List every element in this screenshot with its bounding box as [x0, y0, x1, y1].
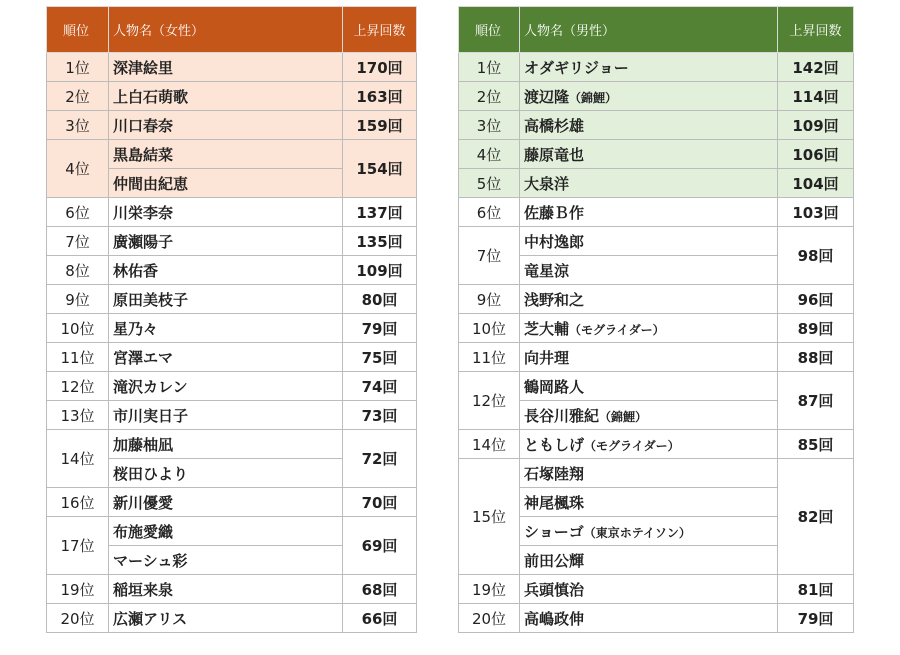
header-rank: 順位 — [459, 7, 520, 53]
count-cell: 72回 — [343, 430, 417, 488]
person-name-cell — [520, 227, 778, 256]
table-row — [47, 314, 417, 343]
header-name: 人物名（女性） — [109, 7, 343, 53]
person-name-cell — [109, 459, 343, 488]
person-name: 黒島結菜 — [113, 145, 174, 164]
table-row — [47, 111, 417, 140]
person-name-cell — [520, 314, 778, 343]
rank-cell: 1位 — [47, 53, 109, 82]
person-name: 布施愛織 — [113, 522, 174, 541]
table-row — [459, 459, 854, 488]
person-name-cell — [109, 401, 343, 430]
count-cell: 69回 — [343, 517, 417, 575]
person-name-cell — [520, 198, 778, 227]
person-name: 原田美枝子 — [113, 290, 189, 309]
table-row — [459, 372, 854, 401]
table-row — [459, 111, 854, 140]
count-cell: 79回 — [343, 314, 417, 343]
person-name: 広瀬アリス — [113, 609, 188, 628]
person-name-cell — [109, 372, 343, 401]
person-name-cell — [520, 140, 778, 169]
table-row — [47, 285, 417, 314]
table-row — [47, 372, 417, 401]
person-name: オダギリジョー — [524, 58, 629, 77]
person-name-cell — [520, 604, 778, 633]
person-name: 新川優愛 — [113, 493, 174, 512]
rank-cell: 15位 — [459, 459, 520, 575]
rank-cell: 20位 — [459, 604, 520, 633]
table-row — [459, 198, 854, 227]
count-cell: 81回 — [778, 575, 854, 604]
women-ranking-table — [46, 6, 417, 633]
person-name: 石塚陸翔 — [524, 464, 585, 483]
table-header-row — [459, 7, 854, 53]
count-cell: 159回 — [343, 111, 417, 140]
person-name: 稲垣来泉 — [113, 580, 174, 599]
rank-cell: 11位 — [459, 343, 520, 372]
rank-cell: 12位 — [47, 372, 109, 401]
person-name-cell — [520, 430, 778, 459]
person-name: 神尾楓珠 — [524, 493, 585, 512]
table-row — [47, 430, 417, 459]
count-cell: 70回 — [343, 488, 417, 517]
table-row — [47, 575, 417, 604]
table-row — [47, 401, 417, 430]
person-name: 兵頭慎治 — [524, 580, 585, 599]
person-name: マーシュ彩 — [113, 551, 188, 570]
person-name-cell — [109, 430, 343, 459]
table-row — [459, 82, 854, 111]
person-name-cell — [520, 285, 778, 314]
person-name-cell — [109, 198, 343, 227]
person-name: 市川実日子 — [113, 406, 189, 425]
table-row — [459, 285, 854, 314]
affiliation-note: （錦鯉） — [569, 90, 618, 105]
person-name: 上白石萌歌 — [113, 87, 189, 106]
person-name: 星乃々 — [113, 319, 159, 338]
person-name: 深津絵里 — [113, 58, 174, 77]
rank-cell: 8位 — [47, 256, 109, 285]
count-cell: 74回 — [343, 372, 417, 401]
person-name-cell — [520, 546, 778, 575]
rank-cell: 1位 — [459, 53, 520, 82]
count-cell: 163回 — [343, 82, 417, 111]
rank-cell: 10位 — [47, 314, 109, 343]
count-cell: 106回 — [778, 140, 854, 169]
person-name: 川栄李奈 — [113, 203, 174, 222]
affiliation-note: （モグライダー） — [584, 438, 680, 453]
person-name-cell — [109, 546, 343, 575]
person-name-cell — [109, 53, 343, 82]
person-name: 大泉洋 — [524, 174, 570, 193]
rank-cell: 14位 — [459, 430, 520, 459]
table-row — [459, 53, 854, 82]
table-row — [47, 488, 417, 517]
count-cell: 154回 — [343, 140, 417, 198]
person-name-cell — [520, 343, 778, 372]
person-name: 加藤柚凪 — [113, 435, 174, 454]
person-name-cell — [109, 604, 343, 633]
rank-cell: 6位 — [47, 198, 109, 227]
person-name: 渡辺隆 — [524, 87, 570, 106]
person-name: 高嶋政伸 — [524, 609, 585, 628]
rank-cell: 5位 — [459, 169, 520, 198]
table-header-row — [47, 7, 417, 53]
header-count: 上昇回数 — [778, 7, 854, 53]
person-name: 高橋杉雄 — [524, 116, 585, 135]
rank-cell: 19位 — [459, 575, 520, 604]
person-name: 佐藤Ｂ作 — [524, 203, 585, 222]
person-name: 竜星涼 — [524, 261, 570, 280]
rank-cell: 7位 — [459, 227, 520, 285]
person-name-cell — [520, 517, 778, 546]
person-name-cell — [520, 111, 778, 140]
rank-cell: 19位 — [47, 575, 109, 604]
person-name-cell — [520, 401, 778, 430]
count-cell: 103回 — [778, 198, 854, 227]
rank-cell: 4位 — [47, 140, 109, 198]
rank-cell: 11位 — [47, 343, 109, 372]
men-ranking-table — [458, 6, 854, 633]
count-cell: 87回 — [778, 372, 854, 430]
count-cell: 85回 — [778, 430, 854, 459]
rank-cell: 4位 — [459, 140, 520, 169]
person-name-cell — [520, 488, 778, 517]
count-cell: 98回 — [778, 227, 854, 285]
rank-cell: 14位 — [47, 430, 109, 488]
count-cell: 142回 — [778, 53, 854, 82]
person-name-cell — [520, 169, 778, 198]
rank-cell: 9位 — [459, 285, 520, 314]
count-cell: 104回 — [778, 169, 854, 198]
rank-cell: 16位 — [47, 488, 109, 517]
count-cell: 109回 — [778, 111, 854, 140]
person-name: 藤原竜也 — [524, 145, 585, 164]
person-name-cell — [109, 575, 343, 604]
affiliation-note: （錦鯉） — [599, 409, 648, 424]
person-name: 廣瀬陽子 — [113, 232, 174, 251]
person-name: 川口春奈 — [113, 116, 174, 135]
person-name-cell — [109, 343, 343, 372]
table-row — [47, 53, 417, 82]
rank-cell: 2位 — [459, 82, 520, 111]
count-cell: 135回 — [343, 227, 417, 256]
rank-cell: 20位 — [47, 604, 109, 633]
person-name: 林佑香 — [113, 261, 159, 280]
person-name-cell — [520, 82, 778, 111]
person-name-cell — [520, 459, 778, 488]
affiliation-note: （モグライダー） — [569, 322, 665, 337]
count-cell: 66回 — [343, 604, 417, 633]
table-row — [459, 140, 854, 169]
person-name-cell — [109, 140, 343, 169]
person-name: 仲間由紀恵 — [113, 174, 189, 193]
person-name: 芝大輔 — [524, 319, 570, 338]
count-cell: 80回 — [343, 285, 417, 314]
header-name: 人物名（男性） — [520, 7, 778, 53]
table-row — [459, 604, 854, 633]
person-name: 浅野和之 — [524, 290, 585, 309]
table-row — [459, 227, 854, 256]
person-name-cell — [109, 82, 343, 111]
person-name: 宮澤エマ — [113, 348, 174, 367]
rank-cell: 17位 — [47, 517, 109, 575]
count-cell: 82回 — [778, 459, 854, 575]
person-name: 向井理 — [524, 348, 570, 367]
person-name: 滝沢カレン — [113, 377, 188, 396]
rank-cell: 3位 — [459, 111, 520, 140]
person-name-cell — [109, 169, 343, 198]
table-row — [459, 430, 854, 459]
count-cell: 89回 — [778, 314, 854, 343]
person-name-cell — [520, 256, 778, 285]
rank-cell: 3位 — [47, 111, 109, 140]
rank-cell: 13位 — [47, 401, 109, 430]
affiliation-note: （東京ホテイソン） — [583, 525, 691, 540]
person-name: 鶴岡路人 — [524, 377, 585, 396]
rank-cell: 10位 — [459, 314, 520, 343]
count-cell: 79回 — [778, 604, 854, 633]
table-row — [47, 343, 417, 372]
header-count: 上昇回数 — [343, 7, 417, 53]
table-row — [47, 517, 417, 546]
person-name-cell — [109, 314, 343, 343]
person-name: ショーゴ — [524, 522, 584, 541]
person-name-cell — [109, 517, 343, 546]
count-cell: 109回 — [343, 256, 417, 285]
person-name: 中村逸郎 — [524, 232, 585, 251]
table-row — [459, 314, 854, 343]
rank-cell: 12位 — [459, 372, 520, 430]
count-cell: 96回 — [778, 285, 854, 314]
count-cell: 68回 — [343, 575, 417, 604]
header-rank: 順位 — [47, 7, 109, 53]
person-name-cell — [520, 575, 778, 604]
count-cell: 88回 — [778, 343, 854, 372]
person-name-cell — [109, 227, 343, 256]
person-name-cell — [109, 488, 343, 517]
person-name: 長谷川雅紀 — [524, 406, 600, 425]
rank-cell: 7位 — [47, 227, 109, 256]
rank-cell: 6位 — [459, 198, 520, 227]
count-cell: 114回 — [778, 82, 854, 111]
table-row — [47, 198, 417, 227]
rank-cell: 9位 — [47, 285, 109, 314]
person-name-cell — [520, 372, 778, 401]
count-cell: 170回 — [343, 53, 417, 82]
table-row — [459, 343, 854, 372]
person-name-cell — [109, 285, 343, 314]
person-name: 前田公輝 — [524, 551, 585, 570]
table-row — [459, 169, 854, 198]
person-name-cell — [109, 111, 343, 140]
count-cell: 75回 — [343, 343, 417, 372]
person-name: ともしげ — [524, 435, 585, 454]
table-row — [47, 227, 417, 256]
rank-cell: 2位 — [47, 82, 109, 111]
count-cell: 137回 — [343, 198, 417, 227]
person-name: 桜田ひより — [113, 464, 189, 483]
table-row — [459, 575, 854, 604]
count-cell: 73回 — [343, 401, 417, 430]
table-row — [47, 82, 417, 111]
table-row — [47, 256, 417, 285]
table-row — [47, 140, 417, 169]
person-name-cell — [109, 256, 343, 285]
person-name-cell — [520, 53, 778, 82]
table-row — [47, 604, 417, 633]
